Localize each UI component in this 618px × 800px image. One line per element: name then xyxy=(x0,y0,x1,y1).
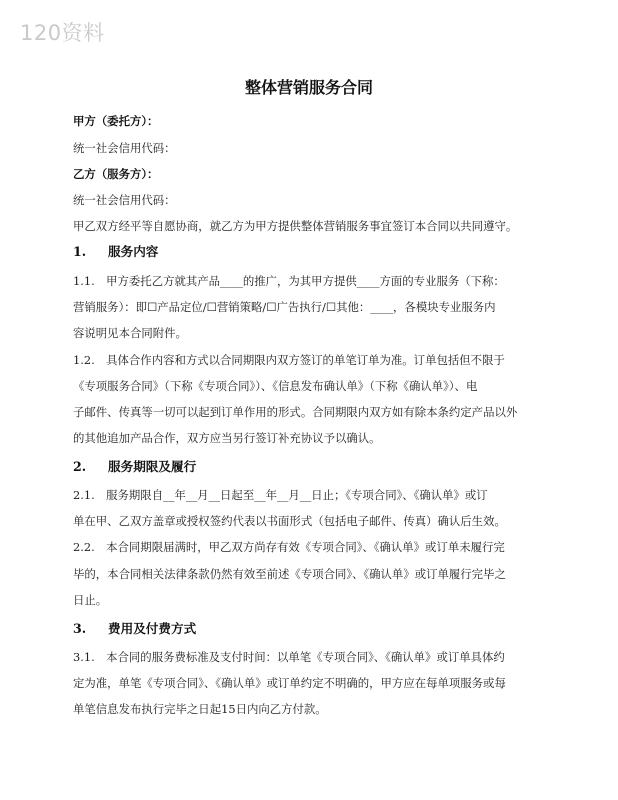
clause-line: 2.2. 本合同期限届满时，甲乙双方尚存有效《专项合同》、《确认单》或订单未履行完 xyxy=(73,540,505,554)
party-a-credit-code-label: 统一社会信用代码： xyxy=(73,141,176,155)
section-title: 服务期限及履行 xyxy=(108,459,197,474)
clause-line: 容说明见本合同附件。 xyxy=(73,326,187,340)
clause-line: 日止。 xyxy=(73,593,108,607)
clause-line: 子邮件、传真等一切可以起到订单作用的形式。合同期限内双方如有除本条约定产品以外 xyxy=(73,405,518,419)
clause-line: 《专项服务合同》（下称《专项合同》）、《信息发布确认单》（下称《确认单》）、电 xyxy=(73,379,478,393)
clause-line: 单笔信息发布执行完毕之日起15日内向乙方付款。 xyxy=(73,702,327,716)
section-number: 1. xyxy=(73,244,87,259)
party-a-label: 甲方（委托方）： xyxy=(73,114,159,128)
clause-line: 3.1. 本合同的服务费标准及支付时间：以单笔《专项合同》、《确认单》或订单具体约 xyxy=(73,650,505,664)
watermark-logo: 120资料 xyxy=(20,21,105,45)
document-title: 整体营销服务合同 xyxy=(244,78,373,97)
party-b-label: 乙方（服务方）： xyxy=(73,167,159,181)
section-title: 服务内容 xyxy=(108,244,159,259)
clause-line: 营销服务）：即☐产品定位/☐营销策略/☐广告执行/☐其他：____，各模块专业服务内 xyxy=(73,300,496,314)
section-heading xyxy=(73,460,553,474)
clause-line: 毕的，本合同相关法律条款仍然有效至前述《专项合同》、《确认单》或订单履行完毕之 xyxy=(73,567,506,581)
section-heading xyxy=(73,245,553,259)
preamble-text: 甲乙双方经平等自愿协商，就乙方为甲方提供整体营销服务事宜签订本合同以共同遵守。 xyxy=(73,219,518,233)
section-number: 2. xyxy=(73,459,87,474)
clause-line: 定为准，单笔《专项合同》、《确认单》或订单约定不明确的，甲方应在每单项服务或每 xyxy=(73,676,506,690)
clause-line: 单在甲、乙双方盖章或授权签约代表以书面形式（包括电子邮件、传真）确认后生效。 xyxy=(73,514,506,528)
clause-line: 1.2. 具体合作内容和方式以合同期限内双方签订的单笔订单为准。订单包括但不限于 xyxy=(73,353,505,367)
section-number: 3. xyxy=(73,621,87,636)
clause-line: 的其他追加产品合作，双方应当另行签订补充协议予以确认。 xyxy=(73,431,381,445)
section-title: 费用及付费方式 xyxy=(108,621,197,636)
clause-line: 1.1. 甲方委托乙方就其产品____的推广，为其甲方提供____方面的专业服务（下称： xyxy=(73,274,505,288)
section-heading xyxy=(73,622,553,636)
clause-line: 2.1. 服务期限自__年__月__日起至__年__月__日止；《专项合同》、《确认单》或订 xyxy=(73,488,488,502)
party-b-credit-code-label: 统一社会信用代码： xyxy=(73,193,176,207)
